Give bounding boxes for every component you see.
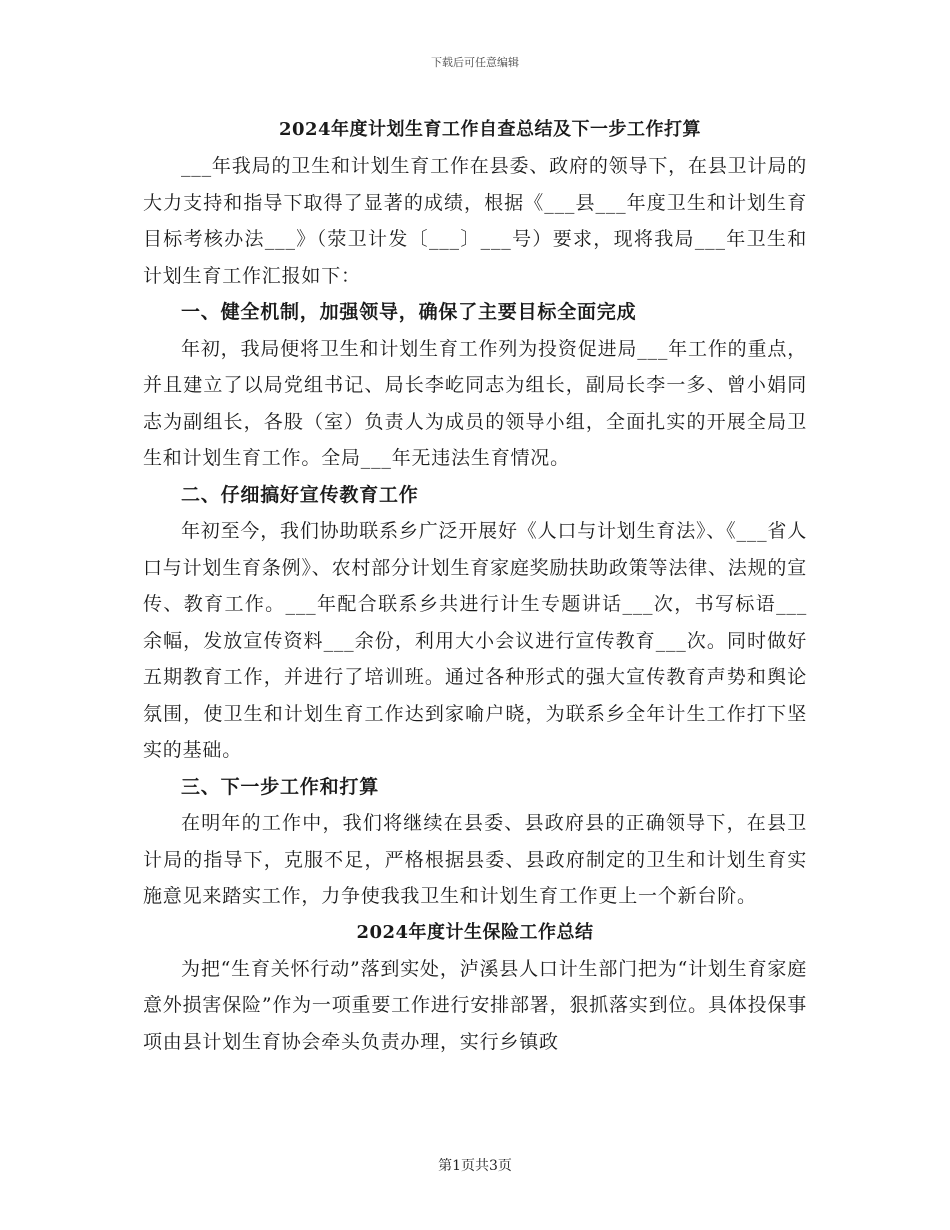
second-document-title: 2024年度计生保险工作总结: [356, 921, 594, 943]
document-title: 2024年度计划生育工作自查总结及下一步工作打算: [278, 119, 702, 140]
section-heading-3: 三、下一步工作和打算: [181, 775, 380, 798]
section-heading-2: 二、仔细搞好宣传教育工作: [181, 483, 419, 506]
page-number: 第1页共3页: [438, 1158, 512, 1174]
document-body: [143, 112, 807, 1060]
header-note: 下载后可任意编辑: [431, 56, 519, 69]
intro-paragraph: ___年我局的卫生和计划生育工作在县委、政府的领导下，在县卫计局的大力支持和指导下取得了显著的成绩，根据《___县___年度卫生和计划生育目标考核办法___》（荥卫计发〔___〕___号）要求，现将我局___年卫生和计划生育工作汇报如下：: [143, 155, 807, 287]
second-document-body: 为把“生育关怀行动”落到实处，泸溪县人口计生部门把为“计划生育家庭意外损害保险”作为一项重要工作进行安排部署，狠抓落实到位。具体投保事项由县计划生育协会牵头负责办理，实行乡镇政: [143, 957, 807, 1053]
section-body-3: 在明年的工作中，我们将继续在县委、县政府县的正确领导下，在县卫计局的指导下，克服不足，严格根据县委、县政府制定的卫生和计划生育实施意见来踏实工作，力争使我我卫生和计划生育工作更上一个新台阶。: [143, 812, 807, 907]
section-body-2: 年初至今，我们协助联系乡广泛开展好《人口与计划生育法》、《___省人口与计划生育条例》、农村部分计划生育家庭奖励扶助政策等法律、法规的宣传、教育工作。___年配合联系乡共进行计生专题讲话___次，书写标语___余幅，发放宣传资料___余份，利用大小会议进行宣传教育___次。同时做好五期教育工作，并进行了培训班。通过各种形式的强大宣传教育声势和舆论氛围，使卫生和计划生育工作达到家喻户晓，为联系乡全年计生工作打下坚实的基础。: [143, 520, 807, 761]
section-heading-1: 一、健全机制，加强领导，确保了主要目标全面完成: [181, 301, 637, 323]
section-body-1: 年初，我局便将卫生和计划生育工作列为投资促进局___年工作的重点，并且建立了以局党组书记、局长李屹同志为组长，副局长李一多、曾小娟同志为副组长，各股（室）负责人为成员的领导小组，全面扎实的开展全局卫生和计划生育工作。全局___年无违法生育情况。: [143, 337, 807, 469]
